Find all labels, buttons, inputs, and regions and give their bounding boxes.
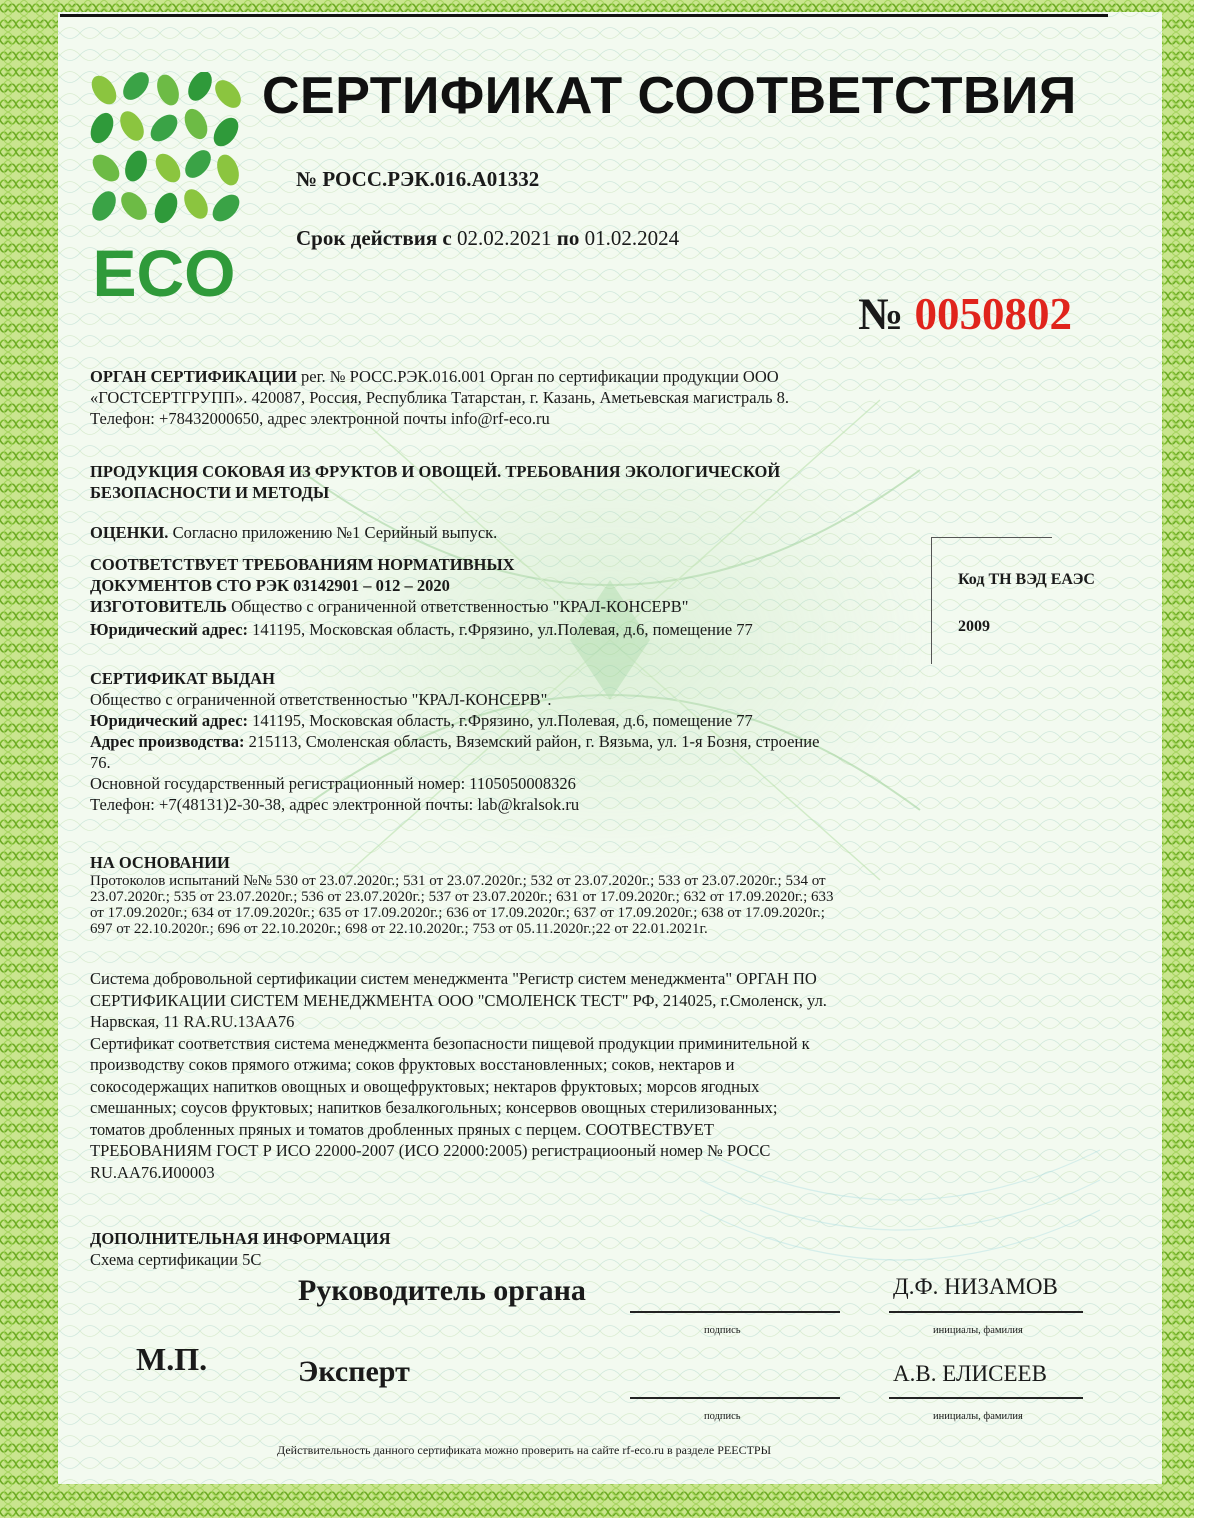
product-section	[90, 461, 930, 503]
issued-address-text: 141195, Московская область, г.Фрязино, ул.Полевая, д.6, помещение 77	[252, 711, 753, 730]
system-line-8: томатов дробленных пряных и томатов дробленных пряных с перцем. СООТВЕСТВУЕТ	[90, 1119, 714, 1139]
top-rule	[60, 14, 1108, 17]
basis-line-2: 23.07.2020г.; 535 от 23.07.2020г.; 536 от 23.07.2020г.; 537 от 23.07.2020г.; 631 от 17.09.2020г.; 632 от 17.09.2020г.; 633	[90, 889, 834, 905]
issued-section	[90, 668, 930, 815]
conformity-line-1: СООТВЕТСТВУЕТ ТРЕБОВАНИЯМ НОРМАТИВНЫХ	[90, 555, 515, 574]
head-sign-caption: подпись	[704, 1325, 741, 1336]
organ-text-1: рег. № РОСС.РЭК.016.001 Орган по сертификации продукции ООО	[301, 367, 779, 386]
code-box	[931, 537, 1052, 664]
expert-name: А.В. ЕЛИСЕЕВ	[893, 1361, 1047, 1386]
organ-text-2: «ГОСТСЕРТГРУПП». 420087, Россия, Республика Татарстан, г. Казань, Аметьевская магистраль 8.	[90, 388, 790, 407]
issued-address-label: Юридический адрес:	[90, 711, 249, 730]
maker-text: Общество с ограниченной ответственностью "КРАЛ-КОНСЕРВ"	[231, 597, 689, 616]
system-line-9: ТРЕБОВАНИЯМ ГОСТ Р ИСО 22000-2007 (ИСО 22000:2005) регистрациооный номер № РОСС	[90, 1141, 771, 1160]
basis-line-3: от 17.09.2020г.; 634 от 17.09.2020г.; 635 от 17.09.2020г.; 636 от 17.09.2020г.; 637 от 17.09.2020г.; 638 от 17.09.2020г.;	[90, 905, 825, 921]
system-line-4: Сертификат соответствия система менеджмента безопасности пищевой продукции приминительной к	[90, 1033, 810, 1053]
system-line-3: Нарвская, 11 RA.RU.13АА76	[90, 1012, 295, 1031]
validity-label-to: по	[556, 226, 580, 250]
evaluation-label: ОЦЕНКИ.	[90, 523, 169, 542]
conformity-line-2: ДОКУМЕНТОВ СТО РЭК 03142901 – 012 – 2020	[90, 576, 450, 595]
expert-signature-line	[630, 1397, 840, 1399]
organ-label: ОРГАН СЕРТИФИКАЦИИ	[90, 367, 297, 386]
system-line-5: производству соков прямого отжима; соков фруктовых восстановленных; соков, нектаров и	[90, 1055, 735, 1074]
maker-address-text: 141195, Московская область, г.Фрязино, ул.Полевая, д.6, помещение 77	[252, 620, 753, 639]
stamp-place: М.П.	[136, 1341, 208, 1377]
basis-line-4: 697 от 22.10.2020г.; 696 от 22.10.2020г.; 698 от 22.10.2020г.; 753 от 05.11.2020г.;22 от 22.01.2021г.	[90, 921, 708, 937]
maker-address-label: Юридический адрес:	[90, 620, 249, 639]
additional-label: ДОПОЛНИТЕЛЬНАЯ ИНФОРМАЦИЯ	[90, 1229, 391, 1248]
basis-line-1: Протоколов испытаний №№ 530 от 23.07.2020г.; 531 от 23.07.2020г.; 532 от 23.07.2020г.; 533 от 23.07.2020г.; 534 от	[90, 873, 826, 889]
expert-name-line	[889, 1397, 1083, 1399]
additional-section	[90, 1228, 690, 1270]
serial-value: 0050802	[914, 289, 1072, 339]
issued-phone: Телефон: +7(48131)2-30-38, адрес электронной почты: lab@kralsok.ru	[90, 795, 580, 814]
system-line-7: смешанных; соусов фруктовых; напитков безалкогольных; консервов овощных стерилизованных;	[90, 1098, 778, 1117]
system-line-2: СЕРТИФИКАЦИИ СИСТЕМ МЕНЕДЖМЕНТА ООО "СМОЛЕНСК ТЕСТ" РФ, 214025, г.Смоленск, ул.	[90, 990, 827, 1010]
head-role: Руководитель органа	[298, 1274, 586, 1307]
certification-body	[90, 366, 930, 429]
expert-name-caption: инициалы, фамилия	[933, 1411, 1023, 1422]
basis-section	[90, 853, 930, 937]
code-value: 2009	[958, 618, 990, 635]
basis-label: НА ОСНОВАНИИ	[90, 853, 230, 872]
additional-text: Схема сертификации 5С	[90, 1250, 262, 1269]
head-name-line	[889, 1311, 1083, 1313]
validity-from: 02.02.2021	[457, 226, 552, 250]
head-name: Д.Ф. НИЗАМОВ	[893, 1274, 1058, 1299]
production-address-label: Адрес производства:	[90, 732, 245, 751]
leaf-icon-cluster	[86, 72, 244, 227]
head-signature-line	[630, 1311, 840, 1313]
issued-line-1: Общество с ограниченной ответственностью "КРАЛ-КОНСЕРВ".	[90, 690, 552, 709]
system-line-10: RU.АА76.И00003	[90, 1162, 215, 1182]
serial-number	[858, 288, 1072, 340]
product-line-2: БЕЗОПАСНОСТИ И МЕТОДЫ	[90, 483, 330, 502]
expert-sign-caption: подпись	[704, 1411, 741, 1422]
ogrn: Основной государственный регистрационный номер: 1105050008326	[90, 774, 576, 793]
production-address-text: 215113, Смоленская область, Вяземский район, г. Вязьма, ул. 1-я Бозня, строение	[248, 732, 820, 751]
validity-to: 01.02.2024	[584, 226, 680, 250]
validity-period	[296, 226, 679, 251]
validity-label-from: Срок действия с	[296, 226, 452, 250]
product-line-1: ПРОДУКЦИЯ СОКОВАЯ ИЗ ФРУКТОВ И ОВОЩЕЙ. ТРЕБОВАНИЯ ЭКОЛОГИЧЕСКОЙ	[90, 462, 781, 481]
serial-prefix: №	[858, 289, 904, 339]
evaluation	[90, 522, 930, 543]
system-section	[90, 968, 940, 1183]
document-title: СЕРТИФИКАТ СООТВЕТСТВИЯ	[262, 67, 1077, 125]
issued-label: СЕРТИФИКАТ ВЫДАН	[90, 669, 275, 688]
head-name-caption: инициалы, фамилия	[933, 1325, 1023, 1336]
production-address-cont: 76.	[90, 753, 111, 772]
eco-logo	[84, 72, 244, 302]
organ-text-3: Телефон: +78432000650, адрес электронной почты info@rf-eco.ru	[90, 409, 550, 428]
conformity-section	[90, 554, 920, 640]
certificate-number: № РОСС.РЭК.016.А01332	[296, 167, 540, 191]
system-line-6: сокосодержащих напитков овощных и овощефруктовых; нектаров фруктовых; морсов ягодных	[90, 1076, 760, 1096]
maker-label: ИЗГОТОВИТЕЛЬ	[90, 597, 227, 616]
expert-role: Эксперт	[298, 1355, 410, 1388]
logo-text: ECO	[92, 236, 236, 302]
evaluation-text: Согласно приложению №1 Серийный выпуск.	[172, 523, 498, 542]
code-label: Код ТН ВЭД ЕАЭС	[958, 571, 1095, 588]
verification-footer: Действительность данного сертификата можно проверить на сайте rf-eco.ru в разделе РЕЕСТРЫ	[277, 1443, 772, 1457]
system-line-1: Система добровольной сертификации систем менеджмента "Регистр систем менеджмента" ОРГАН ПО	[90, 969, 817, 988]
